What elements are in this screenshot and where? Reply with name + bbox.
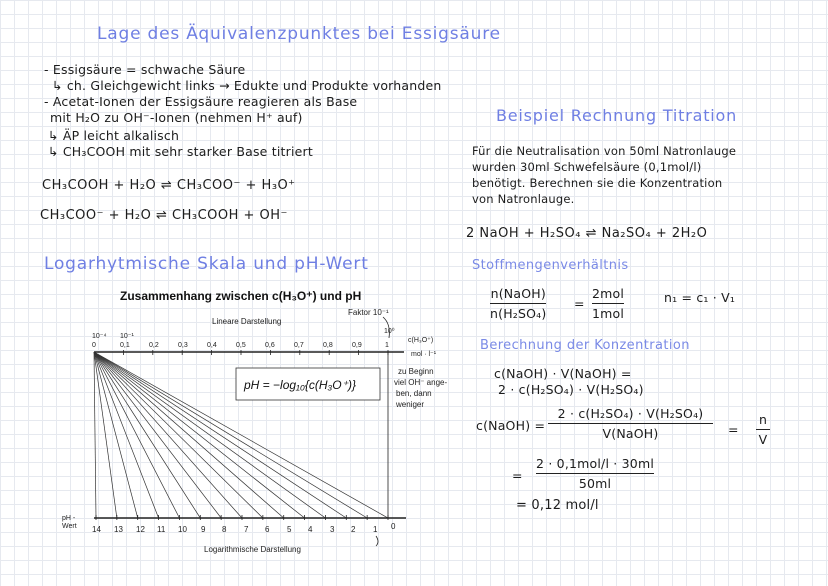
fan-line	[94, 352, 200, 518]
page-title: Lage des Äquivalenzpunktes bei Essigsäure	[97, 24, 501, 44]
annotation-note: viel OH⁻ ange-	[394, 378, 448, 387]
nv-fraction	[756, 412, 770, 447]
equals-sign: =	[728, 422, 739, 437]
tick-label: 13	[114, 525, 123, 534]
fraction-bar	[592, 303, 624, 304]
c-label: c(NaOH) =	[476, 418, 546, 433]
note-line: - Essigsäure = schwache Säure	[44, 62, 246, 77]
calc-line: 2 · c(H₂SO₄) · V(H₂SO₄)	[498, 382, 644, 397]
tick-label: 0,4	[207, 342, 217, 349]
ratio-value-numerator: 2mol	[592, 286, 625, 301]
problem-line: wurden 30ml Schwefelsäure (0,1mol/l)	[472, 160, 702, 174]
ratio-fraction	[490, 286, 546, 321]
calc-title: Berechnung der Konzentration	[480, 338, 690, 353]
c-numerator: 2 · c(H₂SO₄) · V(H₂SO₄)	[557, 406, 704, 421]
problem-line: Für die Neutralisation von 50ml Natronlauge	[472, 144, 737, 158]
fan-line	[94, 352, 179, 518]
tick-label: 0,2	[149, 342, 159, 349]
result: = 0,12 mol/l	[516, 498, 599, 513]
fan-line	[94, 352, 159, 518]
tick-label: 0	[391, 522, 396, 531]
c-denominator: V(NaOH)	[602, 426, 659, 441]
tick-label: 9	[201, 525, 206, 534]
concentration-unit: mol · l⁻¹	[411, 351, 437, 358]
reaction-equation: 2 NaOH + H₂SO₄ ⇌ Na₂SO₄ + 2H₂O	[466, 226, 708, 241]
tick-label: 0,7	[294, 342, 304, 349]
ph-scale-figure	[58, 280, 468, 580]
example-title: Beispiel Rechnung Titration	[496, 106, 738, 125]
equals-sign: =	[574, 296, 585, 311]
ratio-numerator: n(NaOH)	[490, 286, 546, 301]
ratio-denominator: n(H₂SO₄)	[490, 306, 547, 321]
curve-mark-icon	[376, 536, 378, 546]
tick-label-zero: 0	[92, 342, 96, 349]
nv-numerator: n	[758, 412, 768, 427]
tick-label: 0,3	[178, 342, 188, 349]
concentration-label: c(H₃O⁺)	[408, 337, 434, 344]
linear-label: Lineare Darstellung	[212, 317, 282, 326]
equals-sign: =	[512, 468, 523, 483]
substitution-numerator: 2 · 0,1mol/l · 30ml	[536, 456, 655, 471]
tick-label: 14	[92, 525, 101, 534]
annotation-note: zu Beginn	[398, 367, 434, 376]
substitution-fraction	[536, 456, 654, 491]
equation: CH₃COO⁻ + H₂O ⇌ CH₃COOH + OH⁻	[40, 208, 288, 223]
log-label: Logarithmische Darstellung	[204, 545, 301, 554]
tick-label: 8	[222, 525, 227, 534]
tick-label: 4	[308, 525, 313, 534]
annotation-note: ben, dann	[396, 389, 432, 398]
calc-line: c(NaOH) · V(NaOH) =	[494, 366, 632, 381]
nv-denominator: V	[758, 432, 768, 447]
tick-label: 0,8	[323, 342, 333, 349]
ph-axis-label: pH -	[62, 515, 76, 522]
problem-line: von Natronlauge.	[472, 192, 575, 206]
tick-label-exp: 10⁻¹	[120, 333, 134, 340]
tick-label: 2	[351, 525, 356, 534]
fraction-bar	[548, 423, 713, 424]
tick-label: 0,1	[120, 342, 130, 349]
tick-label: 6	[265, 525, 270, 534]
ratio-value-denominator: 1mol	[592, 306, 625, 321]
note-line: ↳ CH₃COOH mit sehr starker Base titriert	[48, 144, 313, 159]
note-line: ↳ ÄP leicht alkalisch	[48, 128, 180, 143]
tick-label: 0,9	[352, 342, 362, 349]
tick-label: 5	[287, 525, 292, 534]
tick-label-exp: 10⁻⁴	[92, 333, 107, 340]
fan-line	[94, 352, 221, 518]
factor-annotation: Faktor 10⁻¹	[348, 308, 389, 317]
tick-label: 1	[385, 342, 389, 349]
fraction-bar	[536, 473, 654, 474]
note-line: ↳ ch. Gleichgewicht links → Edukte und Produkte vorhanden	[52, 78, 442, 93]
note-line: - Acetat-Ionen der Essigsäure reagieren als Base	[44, 94, 358, 109]
problem-line: benötigt. Berechnen sie die Konzentration	[472, 176, 723, 190]
fraction-bar	[490, 303, 546, 304]
annotation-note: weniger	[396, 400, 425, 409]
tick-label: 11	[157, 525, 166, 534]
tick-label: 10	[178, 525, 187, 534]
note-line: mit H₂O zu OH⁻-Ionen (nehmen H⁺ auf)	[50, 110, 303, 125]
substitution-denominator: 50ml	[578, 476, 612, 491]
n-formula: n₁ = c₁ · V₁	[664, 290, 736, 305]
equation: CH₃COOH + H₂O ⇌ CH₃COO⁻ + H₃O⁺	[42, 178, 296, 193]
ph-formula: pH = −log₁₀{c(H₃O⁺)}	[244, 378, 356, 392]
tick-label: 3	[330, 525, 335, 534]
stoff-title: Stoffmengenverhältnis	[472, 258, 629, 273]
fraction-bar	[756, 429, 770, 430]
c-fraction	[548, 406, 713, 441]
section-title: Logarhytmische Skala und pH-Wert	[44, 254, 369, 274]
tick-label: 1	[373, 525, 378, 534]
top-tick-labels	[120, 342, 389, 349]
ph-tick-labels	[92, 522, 396, 534]
tick-label: 0,6	[265, 342, 275, 349]
tick-label: 12	[136, 525, 145, 534]
ratio-value-fraction	[592, 286, 624, 321]
tick-label: 7	[244, 525, 249, 534]
fan-line	[94, 352, 96, 518]
tick-label: 0,5	[236, 342, 246, 349]
tick-label-exp: 10⁰	[384, 328, 395, 335]
ph-axis-label: Wert	[62, 523, 77, 530]
figure-title: Zusammenhang zwischen c(H₃O⁺) und pH	[120, 289, 362, 303]
